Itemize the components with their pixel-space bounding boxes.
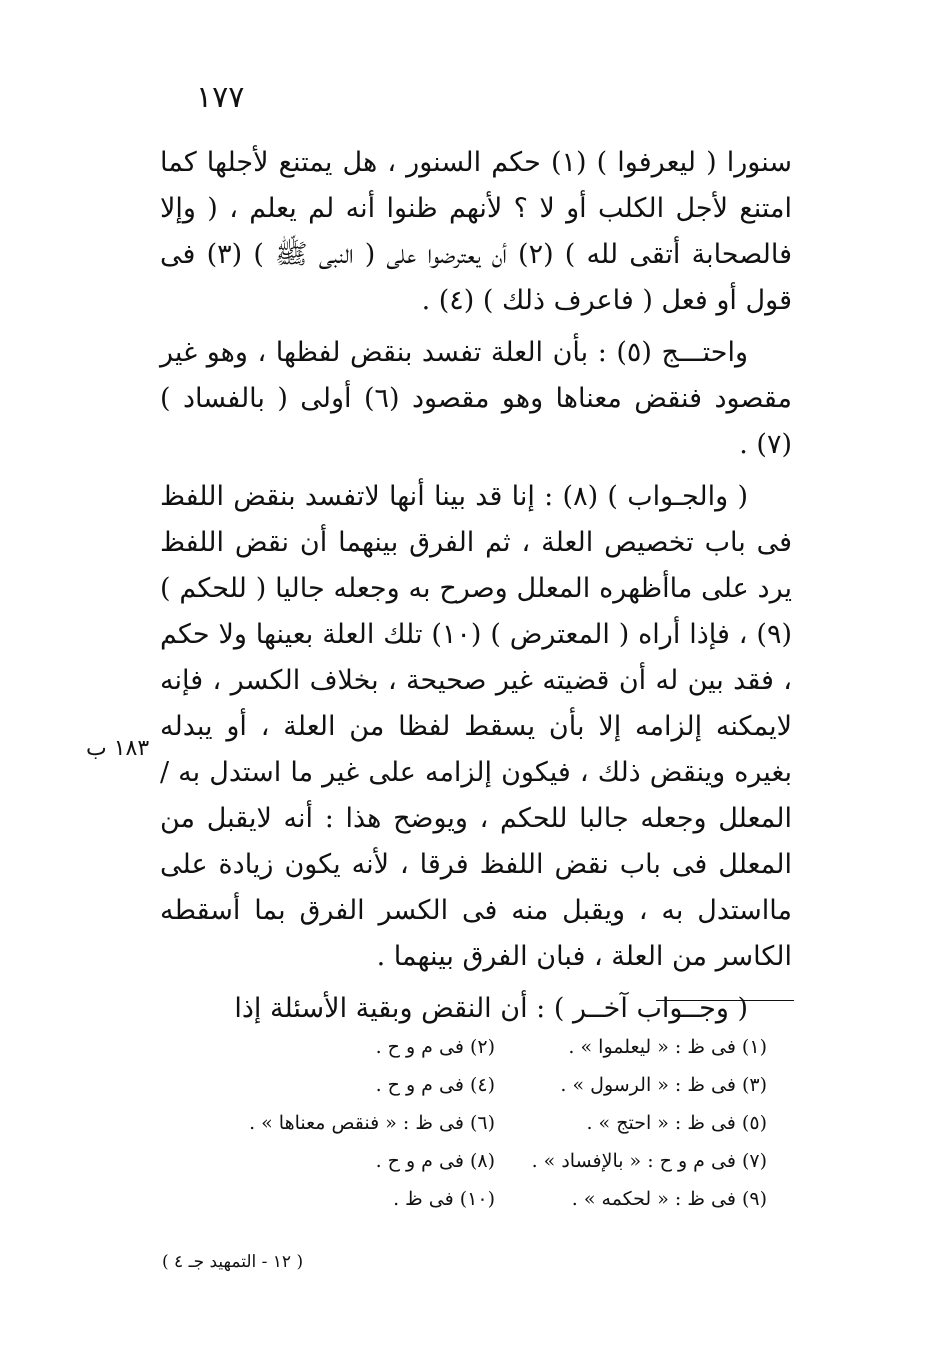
footnote-row	[200, 1112, 767, 1150]
footnote: (١) فى ظ : « ليعلموا » .	[568, 1036, 767, 1058]
footnote: (١٠) فى ظ .	[393, 1188, 495, 1210]
footnote: (٩) فى ظ : « لحكمه » .	[571, 1188, 767, 1210]
footnote-divider	[656, 1000, 794, 1001]
book-reference: ( ١٢ - التمهيد جـ ٤ )	[162, 1252, 304, 1272]
main-text	[160, 140, 792, 1038]
footnote: (٧) فى م و ح : « بالإفساد » .	[531, 1150, 767, 1172]
footnote: (٢) فى م و ح .	[375, 1036, 495, 1058]
footnote-row	[200, 1074, 767, 1112]
margin-folio-note: ١٨٣ ب	[86, 736, 150, 761]
paragraph: واحتـــج (٥) : بأن العلة تفسد بنقض لفظها ، وهو غير مقصود فنقض معناها وهو مقصود (٦) أولى ( بالفساد ) (٧) .	[160, 337, 792, 460]
footnote-row	[200, 1150, 767, 1188]
paragraph: ( وجــواب آخــر ) : أن النقض وبقية الأسئلة إذا	[234, 993, 748, 1024]
page-number: ١٧٧	[196, 80, 245, 115]
footnote: (٦) فى ظ : « فنقص معناها » .	[249, 1112, 495, 1134]
paragraph: ( والجـواب ) (٨) : إنا قد بينا أنها لاتفسد بنقض اللفظ فى باب تخصيص العلة ، ثم الفرق بينهما أن نقض اللفظ يرد على ماأظهره المعلل وصرح به وجعله جاليا ( للحكم ) (٩) ، فإذا أراه ( المعترض ) (١٠) تلك العلة بعينها ولا حكم ، فقد بين له أن قضيته غير صحيحة ، بخلاف الكسر ، فإنه لايمكنه إلزامه إلا بأن يسقط لفظا من العلة ، أو يبدله بغيره وينقض ذلك ، فيكون إلزامه على غير ما استدل به / المعلل وجعله جالبا للحكم ، ويوضح هذا : أنه لايقبل من المعلل فى باب نقض اللفظ فرقا ، لأنه يكون زيادة على مااستدل به ، ويقبل منه فى الكسر الفرق بما أسقطه الكاسر من العلة ، فبان الفرق بينهما .	[160, 481, 792, 972]
footnote: (٥) فى ظ : « احتج » .	[586, 1112, 767, 1134]
footnote: (٨) فى م و ح .	[375, 1150, 495, 1172]
footnotes	[200, 1036, 767, 1226]
paragraph: سنورا ( ليعرفوا ) (١) حكم السنور ، هل يمتنع لأجلها كما امتنع لأجل الكلب أو لا ؟ لأنهم ظنوا أنه لم يعلم ، ( وإلا فالصحابة أتقى لله ) (٢) أن يعترضوا على ( النبى ﷺ ) (٣) فى قول أو فعل ( فاعرف ذلك ) (٤) .	[160, 147, 793, 316]
footnote: (٤) فى م و ح .	[375, 1074, 495, 1096]
footnote-row	[200, 1036, 767, 1074]
footnote: (٣) فى ظ : « الرسول » .	[560, 1074, 767, 1096]
footnote-row	[200, 1188, 767, 1226]
